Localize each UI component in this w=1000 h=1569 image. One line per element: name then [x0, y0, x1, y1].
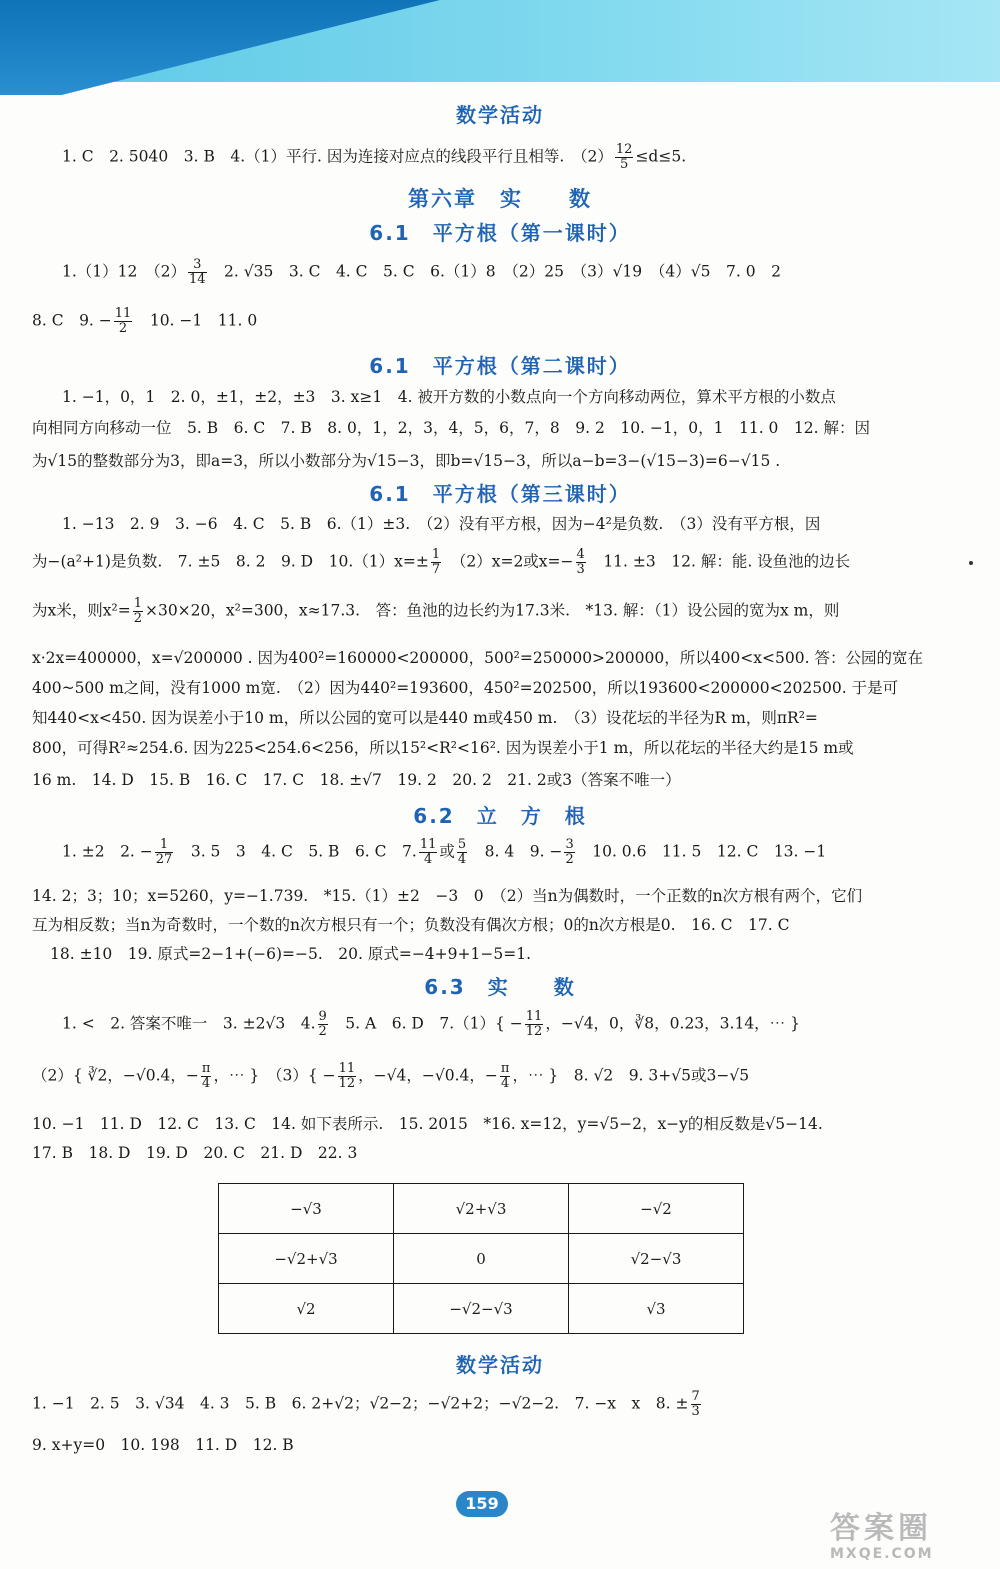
fraction: $\frac{3}{14}$ — [189, 257, 206, 287]
section-6-3: 6.3 实 数 — [424, 975, 576, 999]
fraction: $\frac{\pi}{4}$ — [500, 1061, 510, 1091]
s61c-line-4: x·2x=400000，x=√200000 . 因为400²=160000<200000，500²=250000>200000，所以400<x<500. 答：公园的宽在 — [32, 649, 923, 667]
s61c-line-7: 800，可得R²≈254.6. 因为225<254.6<256，所以15²<R²<16². 因为误差小于1 m，所以花坛的半径大约是15 m或 — [32, 739, 854, 757]
s63-line-3: 10. −1 11. D 12. C 13. C 14. 如下表所示. 15. 2015 *16. x=12，y=√5−2，x−y的相反数是√5−14. — [32, 1115, 823, 1133]
s61c-line-2: 为−(a²+1)是负数. 7. ±5 8. 2 9. D 10.（1）x=± $\frac{1}{7}$ （2）x=2或x=− $\frac{4}{3}$ 11. ±3 12. 解：能. 设鱼池的边长 — [32, 547, 851, 577]
watermark-url: MXQE.COM — [830, 1546, 934, 1562]
table-cell: −√2+√3 — [219, 1234, 394, 1284]
fraction: $\frac{1}{27}$ — [155, 837, 173, 867]
header-banner — [0, 0, 1000, 95]
text: 1. C 2. 5040 3. B 4.（1）平行. 因为连接对应点的线段平行且相等. （2） — [62, 147, 613, 166]
table-cell: √2−√3 — [569, 1234, 744, 1284]
watermark-title: 答案圈 — [830, 1511, 932, 1546]
s63-line-2: （2）{ ∛2，−√0.4，− $\frac{\pi}{4}$ ，⋯ } （3）{ − $\frac{11}{12}$ ，−√4，−√0.4，− $\frac{\pi}{4}$ ，⋯ } 8. √2 9. 3+√5或3−√5 — [32, 1061, 750, 1091]
s62-line-1: 1. ±2 2. − $\frac{1}{27}$ 3. 5 3 4. C 5. B 6. C 7. $\frac{11}{4}$ 或 $\frac{5}{4}$ 8. 4 9. − $\frac{3}{2}$ 10. 0.6 11. 5 12. C 13. −1 — [62, 837, 827, 867]
stray-dot — [969, 561, 973, 565]
activity2-line-2: 9. x+y=0 10. 198 11. D 12. B — [32, 1436, 294, 1454]
fraction: $\frac{\pi}{4}$ — [201, 1061, 211, 1091]
fraction: $\frac{7}{3}$ — [691, 1389, 700, 1419]
heading-math-activity-2: 数学活动 — [456, 1353, 544, 1377]
s62-line-3: 互为相反数；当n为奇数时，一个数的n次方根只有一个；负数没有偶次方根；0的n次方根是0. 16. C 17. C — [32, 916, 790, 934]
answer-table — [218, 1183, 744, 1334]
watermark-logo — [830, 1512, 995, 1566]
table-cell: 0 — [394, 1234, 569, 1284]
fraction: $\frac{3}{2}$ — [565, 837, 574, 867]
fraction: $\frac{5}{4}$ — [457, 837, 467, 867]
fraction: $\frac{9}{2}$ — [318, 1009, 327, 1039]
text: ≤d≤5. — [635, 147, 687, 166]
fraction: $\frac{1}{7}$ — [431, 547, 441, 577]
s61b-line-1: 1. −1，0，1 2. 0，±1，±2，±3 3. x≥1 4. 被开方数的小数点向一个方向移动两位，算术平方根的小数点 — [62, 388, 836, 406]
s61b-line-3: 为√15的整数部分为3，即a=3，所以小数部分为√15−3，即b=√15−3，所以a−b=3−(√15−3)=6−√15 . — [32, 452, 781, 470]
table-row — [219, 1234, 744, 1284]
fraction: $\frac{11}{4}$ — [419, 837, 437, 867]
fraction: $\frac{11}{2}$ — [114, 306, 132, 336]
s61c-line-6: 知440<x<450. 因为误差小于10 m，所以公园的宽可以是440 m或450 m. （3）设花坛的半径为R m，则πR²= — [32, 709, 818, 727]
s63-line-4: 17. B 18. D 19. D 20. C 21. D 22. 3 — [32, 1144, 358, 1162]
fraction: $\frac{12}{5}$ — [615, 142, 633, 172]
s61c-line-1: 1. −13 2. 9 3. −6 4. C 5. B 6.（1）±3. （2）没有平方根，因为−4²是负数. （3）没有平方根，因 — [62, 515, 821, 533]
section-6-1-first: 6.1 平方根（第一课时） — [369, 221, 631, 245]
s61a-line-2: 8. C 9. − $\frac{11}{2}$ 10. −1 11. 0 — [32, 306, 258, 336]
fraction: $\frac{11}{12}$ — [525, 1009, 543, 1039]
activity2-line-1: 1. −1 2. 5 3. √34 4. 3 5. B 6. 2+√2；√2−2；−√2+2；−√2−2. 7. −x x 8. ± $\frac{7}{3}$ — [32, 1389, 700, 1419]
section-6-1-third: 6.1 平方根（第三课时） — [369, 482, 631, 506]
s61c-line-3: 为x米，则x²= $\frac{1}{2}$ ×30×20，x²=300，x≈17.3. 答：鱼池的边长约为17.3米. *13. 解：（1）设公园的宽为x m，则 — [32, 596, 840, 626]
section-6-1-second: 6.1 平方根（第二课时） — [369, 354, 631, 378]
s63-line-1: 1. < 2. 答案不唯一 3. ±2√3 4. $\frac{9}{2}$ 5. A 6. D 7.（1）{ − $\frac{11}{12}$ ，−√4，0，∛8，0.23，3.14，⋯ } — [62, 1009, 800, 1039]
section-6-2: 6.2 立 方 根 — [413, 804, 587, 828]
table-cell: √2+√3 — [394, 1184, 569, 1234]
table-cell: −√3 — [219, 1184, 394, 1234]
table-cell: −√2 — [569, 1184, 744, 1234]
heading-math-activity-1: 数学活动 — [456, 103, 544, 127]
table-row — [219, 1284, 744, 1334]
table-cell: −√2−√3 — [394, 1284, 569, 1334]
table-row — [219, 1184, 744, 1234]
fraction: $\frac{4}{3}$ — [576, 547, 585, 577]
chapter-title: 第六章 实 数 — [408, 187, 592, 211]
fraction: $\frac{1}{2}$ — [133, 596, 142, 626]
s61c-line-5: 400~500 m之间，没有1000 m宽. （2）因为440²=193600，450²=202500，所以193600<200000<202500. 于是可 — [32, 679, 899, 697]
s61b-line-2: 向相同方向移动一位 5. B 6. C 7. B 8. 0，1，2，3，4，5，6，7，8 9. 2 10. −1，0，1 11. 0 12. 解：因 — [32, 419, 871, 437]
s62-line-4: 18. ±10 19. 原式=2−1+(−6)=−5. 20. 原式=−4+9+1−5=1. — [50, 945, 531, 963]
s61c-line-8: 16 m. 14. D 15. B 16. C 17. C 18. ±√7 19. 2 20. 2 21. 2或3（答案不唯一） — [32, 771, 681, 789]
activity1-line — [62, 143, 686, 172]
table-cell: √2 — [219, 1284, 394, 1334]
fraction: $\frac{11}{12}$ — [338, 1061, 356, 1091]
s61a-line-1: 1.（1）12 （2） $\frac{3}{14}$ 2. √35 3. C 4. C 5. C 6.（1）8 （2）25 （3）√19 （4）√5 7. 0 2 — [62, 257, 781, 287]
table-cell: √3 — [569, 1284, 744, 1334]
s62-line-2: 14. 2；3；10；x=5260，y=−1.739. *15.（1）±2 −3 0 （2）当n为偶数时，一个正数的n次方根有两个，它们 — [32, 887, 863, 905]
page-number: 159 — [456, 1491, 508, 1517]
